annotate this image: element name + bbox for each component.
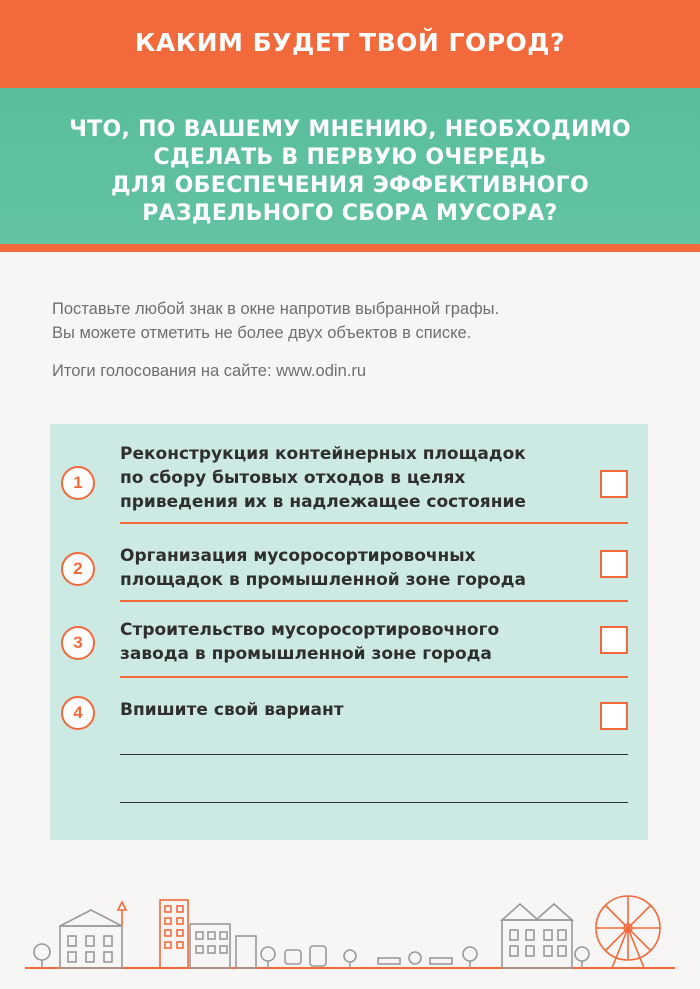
write-in-line[interactable] [120, 802, 628, 803]
option-label [120, 698, 580, 722]
bus-icon [285, 950, 301, 964]
option-checkbox[interactable] [600, 702, 628, 730]
page-title: КАКИМ БУДЕТ ТВОЙ ГОРОД? [134, 28, 566, 57]
question-line: ЧТО, ПО ВАШЕМУ МНЕНИЮ, НЕОБХОДИМО [69, 117, 631, 142]
option-number-badge: 1 [61, 466, 95, 500]
question-line: РАЗДЕЛЬНОГО СБОРА МУСОРА? [142, 201, 558, 226]
option-label-line: Строительство мусоросортировочного [120, 620, 500, 640]
option-label [120, 618, 580, 666]
option-checkbox[interactable] [600, 626, 628, 654]
tower-building-icon [160, 900, 188, 968]
tree-icon [261, 947, 275, 961]
option-label-line: Организация мусоросортировочных [120, 546, 476, 566]
option-checkbox[interactable] [600, 470, 628, 498]
option-divider [120, 522, 628, 524]
accent-divider [0, 244, 700, 252]
tree-icon [344, 950, 356, 962]
tram-icon [310, 946, 326, 966]
option-label-line: площадок в промышленной зоне города [120, 570, 526, 590]
write-in-line[interactable] [120, 754, 628, 755]
option-checkbox[interactable] [600, 550, 628, 578]
question-line: СДЕЛАТЬ В ПЕРВУЮ ОЧЕРЕДЬ [153, 145, 547, 170]
option-label-line: Впишите свой вариант [120, 700, 344, 720]
option-label-line: приведения их в надлежащее состояние [120, 492, 526, 512]
instruction-line: Вы можете отметить не более двух объектов в списке. [52, 324, 472, 342]
results-link-text: Итоги голосования на сайте: www.odin.ru [52, 362, 367, 380]
ferris-wheel-icon [596, 896, 660, 968]
question-heading [0, 116, 700, 228]
option-label-line: завода в промышленной зоне города [120, 644, 492, 664]
tree-icon [34, 944, 50, 960]
option-number-badge: 4 [61, 696, 95, 730]
city-skyline-illustration [0, 880, 700, 989]
instruction-line: Поставьте любой знак в окне напротив выбранной графы. [52, 300, 500, 318]
building-icon [236, 936, 256, 968]
bench-icon [378, 958, 400, 964]
ballot-panel [50, 424, 648, 840]
option-label [120, 544, 580, 592]
tree-icon [463, 947, 477, 961]
instructions [52, 297, 672, 383]
option-divider [120, 676, 628, 678]
bench-icon [430, 958, 452, 964]
option-label-line: по сбору бытовых отходов в целях [120, 468, 466, 488]
option-divider [120, 600, 628, 602]
option-label [120, 442, 580, 514]
option-number-badge: 2 [61, 552, 95, 586]
option-number-badge: 3 [61, 626, 95, 660]
fountain-icon [409, 952, 421, 964]
tree-icon [575, 947, 589, 961]
option-label-line: Реконструкция контейнерных площадок [120, 444, 526, 464]
question-line: ДЛЯ ОБЕСПЕЧЕНИЯ ЭФФЕКТИВНОГО [111, 173, 589, 198]
building-icon [502, 920, 572, 968]
